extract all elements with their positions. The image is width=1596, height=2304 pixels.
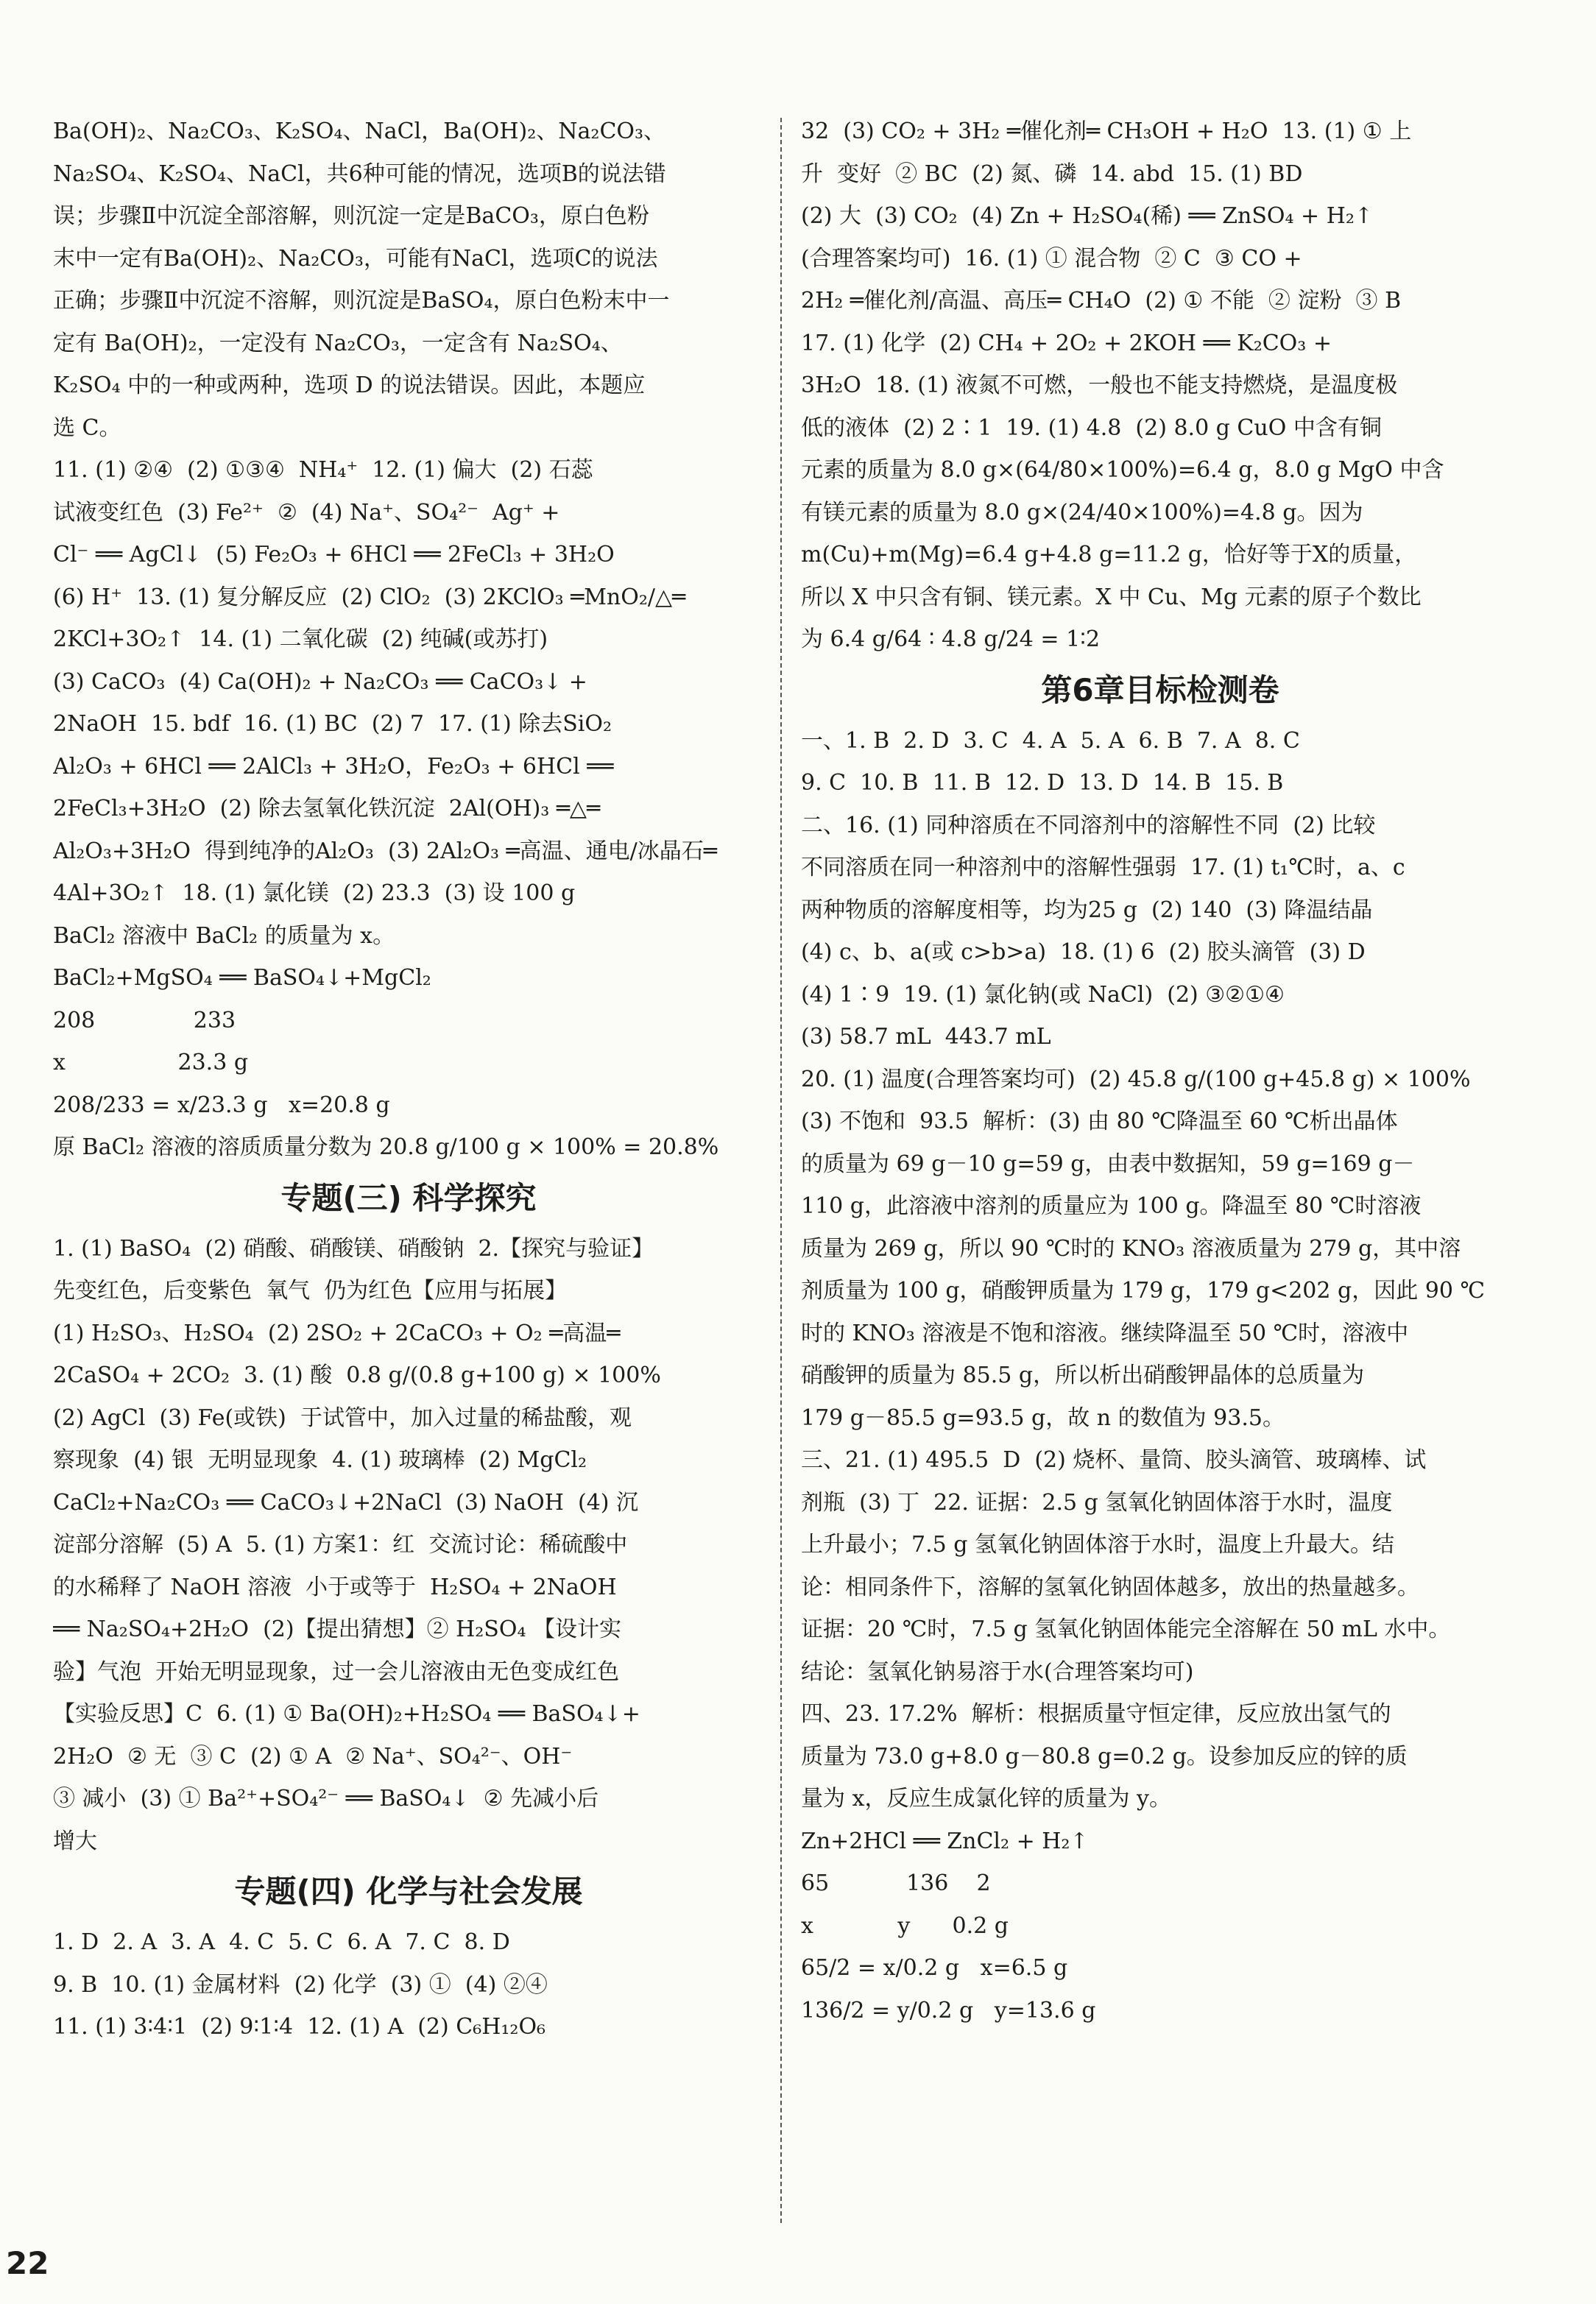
text-line: Ba(OH)₂、Na₂CO₃、K₂SO₄、NaCl，Ba(OH)₂、Na₂CO₃、 xyxy=(53,119,666,144)
text-line: 136/2 = y/0.2 g y=13.6 g xyxy=(801,1997,1096,2024)
text-line: 察现象 (4) 银 无明显现象 4. (1) 玻璃棒 (2) MgCl₂ xyxy=(53,1447,587,1473)
text-line: 2H₂O ② 无 ③ C (2) ① A ② Na⁺、SO₄²⁻、OH⁻ xyxy=(53,1743,573,1770)
text-line: 2NaOH 15. bdf 16. (1) BC (2) 7 17. (1) 除去SiO₂ xyxy=(53,711,612,737)
text-line: 65 136 2 xyxy=(801,1870,991,1896)
text-line: 元素的质量为 8.0 g×(64/80×100%)=6.4 g，8.0 g MgO 中含 xyxy=(801,457,1444,483)
text-line: (1) H₂SO₃、H₂SO₄ (2) 2SO₂ + 2CaCO₃ + O₂ ═高温═ xyxy=(53,1320,621,1346)
text-line: (6) H⁺ 13. (1) 复分解反应 (2) ClO₂ (3) 2KClO₃ ═MnO₂/△═ xyxy=(53,584,686,610)
text-line: 选 C。 xyxy=(53,414,121,441)
text-line: K₂SO₄ 中的一种或两种，选项 D 的说法错误。因此，本题应 xyxy=(53,372,646,398)
text-line: 208 233 xyxy=(53,1007,236,1033)
text-line: 的水稀释了 NaOH 溶液 小于或等于 H₂SO₄ + 2NaOH xyxy=(53,1574,617,1600)
text-line: ══ Na₂SO₄+2H₂O (2)【提出猜想】② H₂SO₄ 【设计实 xyxy=(53,1616,622,1642)
text-line: 2FeCl₃+3H₂O (2) 除去氢氧化铁沉淀 2Al(OH)₃ ═△═ xyxy=(53,796,601,821)
text-line: 二、16. (1) 同种溶质在不同溶剂中的溶解性不同 (2) 比较 xyxy=(801,812,1376,838)
text-line: m(Cu)+m(Mg)=6.4 g+4.8 g=11.2 g，恰好等于X的质量， xyxy=(801,542,1417,568)
text-line: 3H₂O 18. (1) 液氮不可燃，一般也不能支持燃烧，是温度极 xyxy=(801,372,1398,398)
text-line: Al₂O₃+3H₂O 得到纯净的Al₂O₃ (3) 2Al₂O₃ ═高温、通电/冰晶石═ xyxy=(53,838,717,864)
text-line: Na₂SO₄、K₂SO₄、NaCl，共6种可能的情况，选项B的说法错 xyxy=(53,160,666,187)
text-line: 误；步骤Ⅱ中沉淀全部溶解，则沉淀一定是BaCO₃，原白色粉 xyxy=(53,203,649,229)
text-line: 量为 x，反应生成氯化锌的质量为 y。 xyxy=(801,1786,1171,1812)
text-line: 1. (1) BaSO₄ (2) 硝酸、硝酸镁、硝酸钠 2.【探究与验证】 xyxy=(53,1235,654,1262)
text-line: x y 0.2 g xyxy=(801,1912,1009,1939)
text-line: BaCl₂ 溶液中 BaCl₂ 的质量为 x。 xyxy=(53,922,395,949)
text-line: 证据：20 ℃时，7.5 g 氢氧化钠固体能完全溶解在 50 mL 水中。 xyxy=(801,1616,1451,1642)
text-line: (3) 不饱和 93.5 解析：(3) 由 80 ℃降温至 60 ℃析出晶体 xyxy=(801,1109,1398,1134)
text-line: (2) AgCl (3) Fe(或铁) 于试管中，加入过量的稀盐酸，观 xyxy=(53,1404,632,1431)
text-line: 淀部分溶解 (5) A 5. (1) 方案1：红 交流讨论：稀硫酸中 xyxy=(53,1532,628,1558)
text-line: 为 6.4 g/64 ∶ 4.8 g/24 = 1∶2 xyxy=(801,626,1101,652)
text-line: 剂质量为 100 g，硝酸钾质量为 179 g，179 g<202 g，因此 90 ℃ xyxy=(801,1278,1486,1304)
section-heading: 第6章目标检测卷 xyxy=(1041,671,1279,708)
text-line: 9. C 10. B 11. B 12. D 13. D 14. B 15. B xyxy=(801,770,1284,796)
text-line: (合理答案均可) 16. (1) ① 混合物 ② C ③ CO + xyxy=(801,245,1302,272)
text-line: 上升最小；7.5 g 氢氧化钠固体溶于水时，温度上升最大。结 xyxy=(801,1532,1394,1558)
text-line: 179 g－85.5 g=93.5 g，故 n 的数值为 93.5。 xyxy=(801,1404,1285,1431)
section-heading: 专题(三) 科学探究 xyxy=(280,1179,537,1216)
text-line: 定有 Ba(OH)₂，一定没有 Na₂CO₃，一定含有 Na₂SO₄、 xyxy=(53,330,623,356)
text-line: 1. D 2. A 3. A 4. C 5. C 6. A 7. C 8. D xyxy=(53,1929,510,1955)
text-line: ③ 减小 (3) ① Ba²⁺+SO₄²⁻ ══ BaSO₄↓ ② 先减小后 xyxy=(53,1786,599,1812)
left-column xyxy=(53,110,764,2049)
text-line: Cl⁻ ══ AgCl↓ (5) Fe₂O₃ + 6HCl ══ 2FeCl₃ + 3H₂O xyxy=(53,542,615,568)
text-line: 四、23. 17.2% 解析：根据质量守恒定律，反应放出氢气的 xyxy=(801,1701,1391,1727)
text-line: 11. (1) ②④ (2) ①③④ NH₄⁺ 12. (1) 偏大 (2) 石蕊 xyxy=(53,457,593,483)
text-line: 的质量为 69 g－10 g=59 g，由表中数据知，59 g=169 g－ xyxy=(801,1151,1415,1177)
text-line: (3) CaCO₃ (4) Ca(OH)₂ + Na₂CO₃ ══ CaCO₃↓ + xyxy=(53,668,587,695)
text-line: 11. (1) 3∶4∶1 (2) 9∶1∶4 12. (1) A (2) C₆H₁₂O₆ xyxy=(53,2014,546,2040)
text-line: (4) c、b、a(或 c>b>a) 18. (1) 6 (2) 胶头滴管 (3) D xyxy=(801,939,1366,965)
column-divider xyxy=(780,118,782,2223)
text-line: 质量为 269 g，所以 90 ℃时的 KNO₃ 溶液质量为 279 g，其中溶 xyxy=(801,1235,1461,1262)
text-line: 所以 X 中只含有铜、镁元素。X 中 Cu、Mg 元素的原子个数比 xyxy=(801,584,1422,610)
text-line: 两种物质的溶解度相等，均为25 g (2) 140 (3) 降温结晶 xyxy=(801,897,1373,923)
text-line: 验】气泡 开始无明显现象，过一会儿溶液由无色变成红色 xyxy=(53,1658,620,1685)
text-line: 正确；步骤Ⅱ中沉淀不溶解，则沉淀是BaSO₄，原白色粉末中一 xyxy=(53,288,670,314)
text-line: 一、1. B 2. D 3. C 4. A 5. A 6. B 7. A 8. C xyxy=(801,727,1300,754)
text-line: 剂瓶 (3) 丁 22. 证据：2.5 g 氢氧化钠固体溶于水时，温度 xyxy=(801,1489,1393,1516)
text-line: 时的 KNO₃ 溶液是不饱和溶液。继续降温至 50 ℃时，溶液中 xyxy=(801,1320,1409,1346)
text-line: 【实验反思】C 6. (1) ① Ba(OH)₂+H₂SO₄ ══ BaSO₄↓+ xyxy=(53,1701,640,1727)
text-line: 质量为 73.0 g+8.0 g－80.8 g=0.2 g。设参加反应的锌的质 xyxy=(801,1743,1408,1770)
text-line: 试液变红色 (3) Fe²⁺ ② (4) Na⁺、SO₄²⁻ Ag⁺ + xyxy=(53,499,560,526)
text-line: 论：相同条件下，溶解的氢氧化钠固体越多，放出的热量越多。 xyxy=(801,1574,1419,1600)
text-line: BaCl₂+MgSO₄ ══ BaSO₄↓+MgCl₂ xyxy=(53,965,431,991)
text-line: 9. B 10. (1) 金属材料 (2) 化学 (3) ① (4) ②④ xyxy=(53,1971,548,1998)
text-line: 2H₂ ═催化剂/高温、高压═ CH₄O (2) ① 不能 ② 淀粉 ③ B xyxy=(801,288,1402,314)
text-line: (4) 1∶9 19. (1) 氯化钠(或 NaCl) (2) ③②①④ xyxy=(801,981,1285,1008)
text-line: (3) 58.7 mL 443.7 mL xyxy=(801,1024,1051,1050)
page-number: 22 xyxy=(6,2245,49,2281)
text-line: 增大 xyxy=(53,1828,97,1854)
text-line: Zn+2HCl ══ ZnCl₂ + H₂↑ xyxy=(801,1828,1089,1854)
text-line: 不同溶质在同一种溶剂中的溶解性强弱 17. (1) t₁℃时，a、c xyxy=(801,855,1405,880)
text-line: 32 (3) CO₂ + 3H₂ ═催化剂═ CH₃OH + H₂O 13. (1) ① 上 xyxy=(801,119,1412,144)
text-line: 先变红色，后变紫色 氧气 仍为红色【应用与拓展】 xyxy=(53,1278,568,1304)
text-line: 20. (1) 温度(合理答案均可) (2) 45.8 g/(100 g+45.8 g) × 100% xyxy=(801,1066,1471,1092)
text-line: 升 变好 ② BC (2) 氮、磷 14. abd 15. (1) BD xyxy=(801,160,1303,187)
text-line: 208/233 = x/23.3 g x=20.8 g xyxy=(53,1092,390,1118)
text-line: 硝酸钾的质量为 85.5 g，所以析出硝酸钾晶体的总质量为 xyxy=(801,1363,1365,1388)
text-line: 2KCl+3O₂↑ 14. (1) 二氧化碳 (2) 纯碱(或苏打) xyxy=(53,626,548,652)
text-line: 110 g，此溶液中溶剂的质量应为 100 g。降温至 80 ℃时溶液 xyxy=(801,1193,1422,1219)
text-line: 三、21. (1) 495.5 D (2) 烧杯、量筒、胶头滴管、玻璃棒、试 xyxy=(801,1447,1427,1473)
section-heading: 专题(四) 化学与社会发展 xyxy=(234,1873,583,1909)
text-line: 65/2 = x/0.2 g x=6.5 g xyxy=(801,1955,1068,1981)
text-line: 2CaSO₄ + 2CO₂ 3. (1) 酸 0.8 g/(0.8 g+100 g) × 100% xyxy=(53,1363,661,1388)
text-line: Al₂O₃ + 6HCl ══ 2AlCl₃ + 3H₂O，Fe₂O₃ + 6HCl ══ xyxy=(53,753,614,780)
text-line: CaCl₂+Na₂CO₃ ══ CaCO₃↓+2NaCl (3) NaOH (4) 沉 xyxy=(53,1489,639,1516)
text-line: 末中一定有Ba(OH)₂、Na₂CO₃，可能有NaCl，选项C的说法 xyxy=(53,245,658,272)
text-line: 有镁元素的质量为 8.0 g×(24/40×100%)=4.8 g。因为 xyxy=(801,499,1363,526)
text-line: 结论：氢氧化钠易溶于水(合理答案均可) xyxy=(801,1658,1194,1685)
text-line: 低的液体 (2) 2∶1 19. (1) 4.8 (2) 8.0 g CuO 中含有铜 xyxy=(801,414,1382,441)
text-line: (2) 大 (3) CO₂ (4) Zn + H₂SO₄(稀) ══ ZnSO₄ + H₂↑ xyxy=(801,203,1374,229)
right-column xyxy=(801,110,1519,2032)
text-line: x 23.3 g xyxy=(53,1050,249,1075)
text-line: 原 BaCl₂ 溶液的溶质质量分数为 20.8 g/100 g × 100% = 20.8% xyxy=(53,1134,719,1160)
text-line: 4Al+3O₂↑ 18. (1) 氯化镁 (2) 23.3 (3) 设 100 g xyxy=(53,880,576,906)
text-line: 17. (1) 化学 (2) CH₄ + 2O₂ + 2KOH ══ K₂CO₃ + xyxy=(801,330,1332,356)
